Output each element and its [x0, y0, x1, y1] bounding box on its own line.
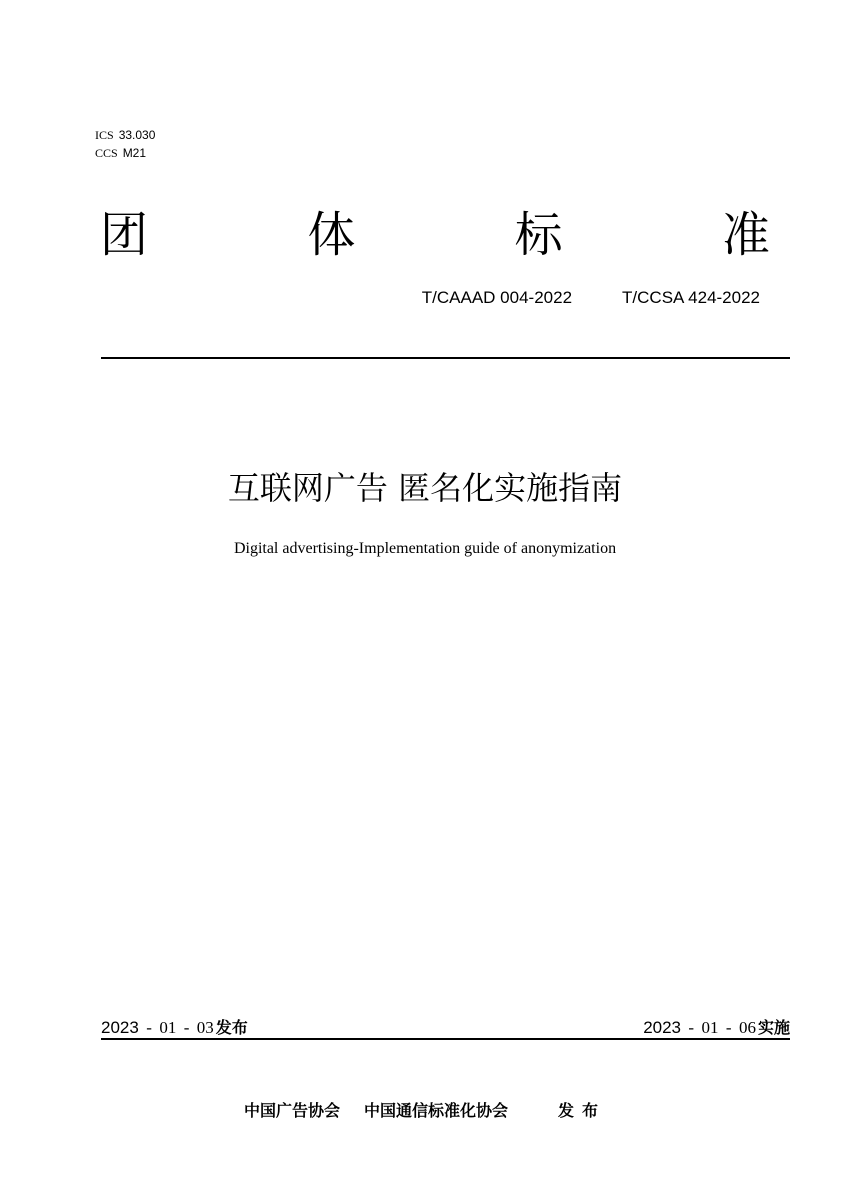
date-row — [101, 1015, 790, 1039]
publish-action: 发布 — [558, 1101, 607, 1120]
issue-sep: - — [183, 1018, 190, 1037]
issue-year: 2023 — [101, 1018, 139, 1037]
doc-kind-char: 团 — [100, 207, 149, 263]
title-chinese: 互联网广告 匿名化实施指南 — [227, 469, 623, 507]
ccs-label: CCS — [95, 146, 118, 160]
standard-numbers — [422, 288, 760, 308]
document-kind-heading — [100, 204, 770, 266]
doc-kind-char: 准 — [721, 207, 770, 263]
publisher-ccsa: 中国通信标准化协会 — [363, 1101, 508, 1120]
ics-label: ICS — [95, 128, 114, 142]
header-rule — [101, 357, 790, 359]
issue-month: 01 — [159, 1018, 177, 1037]
issue-sep: - — [146, 1018, 152, 1037]
doc-kind-char: 标 — [514, 207, 563, 263]
publisher-caaad: 中国广告协会 — [243, 1101, 340, 1120]
ccs-code — [95, 144, 155, 162]
standard-number-ccsa: T/CCSA 424-2022 — [622, 288, 760, 307]
publishers-line — [0, 1098, 850, 1121]
implement-date — [643, 1015, 790, 1038]
standard-number-caaad: T/CAAAD 004-2022 — [421, 288, 573, 307]
footer-rule — [101, 1038, 790, 1040]
title-english: Digital advertising-Implementation guide of anonymization — [233, 540, 617, 557]
doc-kind-char: 体 — [307, 207, 356, 263]
ccs-value: M21 — [122, 146, 147, 160]
ics-value: 33.030 — [118, 128, 156, 142]
implement-day: 06 — [738, 1018, 756, 1037]
implement-sep: - — [688, 1018, 695, 1037]
implement-year: 2023 — [643, 1018, 682, 1037]
issue-date — [101, 1015, 248, 1038]
ics-code — [95, 126, 155, 144]
implement-sep: - — [725, 1018, 732, 1037]
issue-day: 03 — [196, 1018, 214, 1037]
implement-word: 实施 — [757, 1018, 790, 1037]
classification-codes — [95, 126, 155, 162]
issue-word: 发布 — [215, 1018, 248, 1037]
implement-month: 01 — [701, 1018, 719, 1037]
